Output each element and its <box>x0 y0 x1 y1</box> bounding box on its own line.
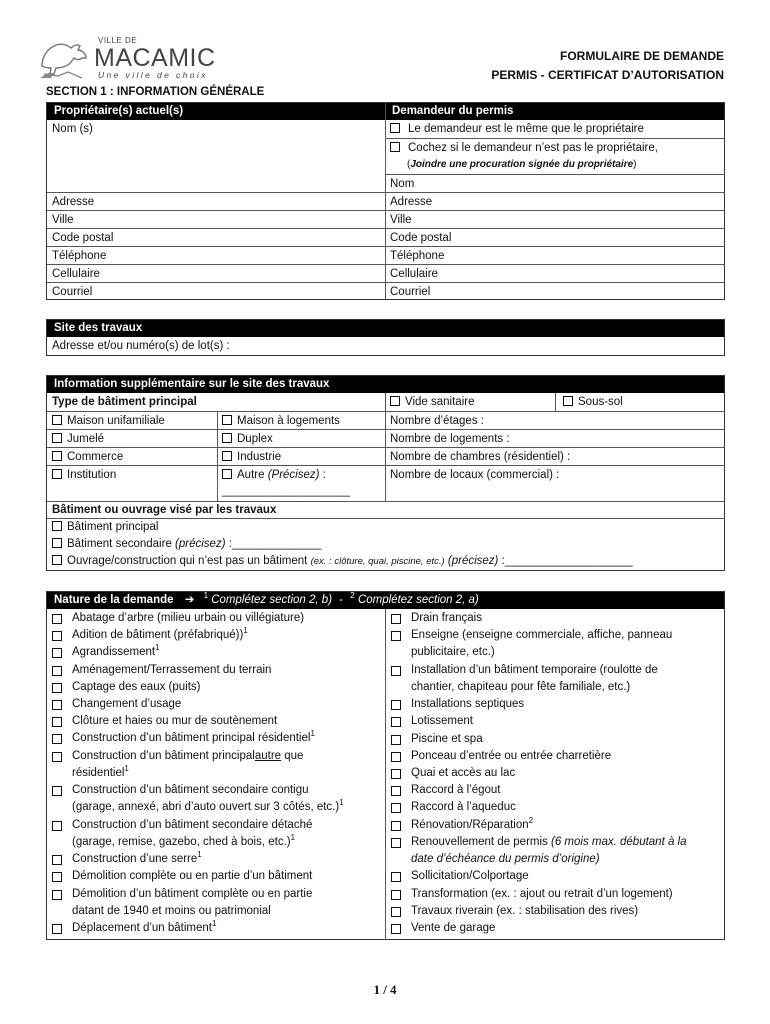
checkbox-icon[interactable] <box>390 123 400 133</box>
nature-left-item-label: Adition de bâtiment (préfabriqué))$^1$ <box>72 626 248 642</box>
nature-right-item[interactable] <box>391 886 723 903</box>
checkbox-icon[interactable] <box>222 451 232 461</box>
site-address-field[interactable]: Adresse et/ou numéro(s) de lot(s) : <box>52 340 230 352</box>
nature-right-item[interactable] <box>391 696 723 713</box>
nature-left-item-label: Clôture et haies ou mur de soutènement <box>72 715 278 728</box>
nature-right-list <box>391 610 723 940</box>
checkbox-icon[interactable] <box>391 907 401 917</box>
checkbox-icon[interactable] <box>52 717 62 727</box>
checkbox-icon[interactable] <box>52 433 62 443</box>
owner-city-field[interactable]: Ville <box>52 214 74 226</box>
nature-right-item-label: Installation d’un bâtiment temporaire (roulotte de <box>411 663 658 676</box>
checkbox-icon[interactable] <box>52 451 62 461</box>
nature-table <box>46 591 725 940</box>
nature-left-item-label-cont: résidentiel$^1$ <box>72 763 129 779</box>
checkbox-icon[interactable] <box>52 538 62 548</box>
nature-right-item[interactable] <box>391 817 723 834</box>
nature-left-item-label-cont: (garage, annexé, abri d’auto ouvert sur 3 côtés, etc.)$^1$ <box>72 798 344 814</box>
bat-principal-option[interactable]: Bâtiment principal <box>47 519 724 536</box>
nature-left-item-label: Construction d’un bâtiment secondaire détaché <box>72 818 313 831</box>
commerce-option[interactable]: Commerce <box>47 448 217 466</box>
checkbox-icon[interactable] <box>390 396 400 406</box>
nature-right-item[interactable] <box>391 627 723 661</box>
checkbox-icon[interactable] <box>222 433 232 443</box>
checkbox-icon[interactable] <box>52 786 62 796</box>
owner-address-field[interactable]: Adresse <box>52 196 95 208</box>
nature-right-item[interactable] <box>391 731 723 748</box>
checkbox-icon[interactable] <box>391 752 401 762</box>
vide-sanitaire-option[interactable]: Vide sanitaire <box>385 393 555 411</box>
nature-left-item-label: Construction d’un bâtiment secondaire contigu <box>72 784 309 797</box>
vise-label: Bâtiment ou ouvrage visé par les travaux <box>52 504 277 516</box>
nature-right-item-label-cont: chantier, chapiteau pour fête familiale, etc.) <box>411 680 631 693</box>
nature-left-item-label: Construction d’une serre$^1$ <box>72 850 202 866</box>
requester-email-field[interactable]: Courriel <box>390 286 431 298</box>
nature-right-item-label: Enseigne (enseigne commerciale, affiche, panneau <box>411 629 673 642</box>
nature-right-item-label: Rénovation/Réparation$^2$ <box>411 815 534 831</box>
nature-right-item-label: Vente de garage <box>411 921 496 934</box>
institution-option[interactable]: Institution <box>47 466 217 484</box>
nature-left-item[interactable] <box>52 851 382 868</box>
nature-right-item-label: Raccord à l’aqueduc <box>411 801 516 814</box>
nature-left-item[interactable] <box>52 627 382 644</box>
moose-logo-icon <box>38 36 98 80</box>
checkbox-icon[interactable] <box>52 614 62 624</box>
owner-name-field[interactable]: Nom (s) <box>52 123 93 135</box>
supp-header: Information supplémentaire sur le site des travaux <box>47 376 724 393</box>
checkbox-icon[interactable] <box>391 838 401 848</box>
nature-left-item-label: Démolition complète ou en partie d’un bâtiment <box>72 870 313 883</box>
requester-header: Demandeur du permis <box>385 103 724 120</box>
nature-left-item[interactable] <box>52 644 382 661</box>
requester-not-owner-option[interactable] <box>385 139 725 157</box>
checkbox-icon[interactable] <box>391 631 401 641</box>
nature-right-item[interactable] <box>391 748 723 765</box>
nature-right-item[interactable] <box>391 782 723 799</box>
checkbox-icon[interactable] <box>52 521 62 531</box>
nature-left-list <box>52 610 382 940</box>
checkbox-icon[interactable] <box>52 890 62 900</box>
nature-left-item-label-cont: (garage, remise, gazebo, ched à bois, etc.)$^1$ <box>72 832 296 848</box>
requester-not-owner-label: Cochez si le demandeur n’est pas le propriétaire, <box>408 142 658 154</box>
nature-right-item-label: Piscine et spa <box>411 732 483 745</box>
owner-postal-field[interactable]: Code postal <box>52 232 114 244</box>
nature-left-item-label: Construction d’un bâtiment principalautre que <box>72 749 304 762</box>
nature-left-item-label: Déplacement d’un bâtiment$^1$ <box>72 919 217 934</box>
checkbox-icon[interactable] <box>391 786 401 796</box>
requester-name-field[interactable]: Nom <box>390 178 415 190</box>
nb-chambres-field[interactable]: Nombre de chambres (résidentiel) : <box>390 451 571 463</box>
nature-right-item[interactable] <box>391 799 723 816</box>
nature-left-item[interactable] <box>52 662 382 679</box>
checkbox-icon[interactable] <box>52 648 62 658</box>
ouvrage-option[interactable]: Ouvrage/construction qui n’est pas un bâtiment (ex. : clôture, quai, piscine, etc.) (précisez) :____________________ <box>47 553 724 570</box>
nature-right-item-label: Drain français <box>411 612 482 624</box>
nature-right-item-label: Raccord à l’égout <box>411 784 501 797</box>
checkbox-icon[interactable] <box>391 769 401 779</box>
procuration-note: (Joindre une procuration signée du propriétaire) <box>407 159 637 170</box>
nature-left-item-label: Agrandissement$^1$ <box>72 643 160 659</box>
autre-precisez-line[interactable]: ____________________ <box>222 485 350 497</box>
checkbox-icon[interactable] <box>52 752 62 762</box>
nature-right-item[interactable] <box>391 610 723 627</box>
arrow-icon: ➔ <box>184 594 195 606</box>
nature-right-item[interactable] <box>391 765 723 782</box>
checkbox-icon[interactable] <box>391 717 401 727</box>
nature-right-item-label: Travaux riverain (ex. : stabilisation des rives) <box>411 904 639 917</box>
nature-left-item[interactable] <box>52 696 382 713</box>
nature-left-item-label: Abatage d’arbre (milieu urbain ou villégiature) <box>72 612 305 624</box>
logo <box>38 36 216 84</box>
nature-right-item-label: Ponceau d’entrée ou entrée charretière <box>411 749 612 762</box>
nature-right-item-label: Installations septiques <box>411 698 525 711</box>
checkbox-icon[interactable] <box>52 555 62 565</box>
supp-info-table <box>46 375 725 571</box>
requester-same-owner-option[interactable] <box>385 120 725 138</box>
owner-cell-field[interactable]: Cellulaire <box>52 268 100 280</box>
checkbox-icon[interactable] <box>391 614 401 624</box>
checkbox-icon[interactable] <box>391 872 401 882</box>
form-title: FORMULAIRE DE DEMANDE <box>560 49 724 63</box>
general-info-table <box>46 102 725 300</box>
nature-right-item-label: Lotissement <box>411 715 474 728</box>
logo-ville-de: VILLE DE <box>98 36 138 45</box>
nature-right-item-label: Quai et accès au lac <box>411 767 516 779</box>
checkbox-icon[interactable] <box>222 415 232 425</box>
nature-right-item-label-cont: date d’échéance du permis d’origine) <box>411 852 600 865</box>
checkbox-icon[interactable] <box>52 872 62 882</box>
checkbox-icon[interactable] <box>52 666 62 676</box>
checkbox-icon[interactable] <box>391 821 401 831</box>
section1-title: SECTION 1 : INFORMATION GÉNÉRALE <box>46 86 265 98</box>
sous-sol-option[interactable]: Sous-sol <box>555 393 725 411</box>
checkbox-icon[interactable] <box>391 700 401 710</box>
duplex-option[interactable]: Duplex <box>217 430 385 448</box>
requester-city-field[interactable]: Ville <box>390 214 412 226</box>
requester-postal-field[interactable]: Code postal <box>390 232 452 244</box>
nature-left-item[interactable] <box>52 868 382 885</box>
nature-left-item[interactable] <box>52 610 382 627</box>
nature-left-item[interactable] <box>52 817 382 851</box>
requester-address-field[interactable]: Adresse <box>390 196 433 208</box>
autre-option[interactable]: Autre (Précisez) : <box>217 466 385 484</box>
nature-left-item[interactable] <box>52 730 382 747</box>
nature-right-item[interactable] <box>391 868 723 885</box>
maison-unifamiliale-option[interactable]: Maison unifamiliale <box>47 412 217 430</box>
checkbox-icon[interactable] <box>391 924 401 934</box>
nature-left-item-label: Construction d’un bâtiment principal résidentiel$^1$ <box>72 729 315 745</box>
nature-left-item-label: Changement d’usage <box>72 698 182 710</box>
nature-right-item-label: Sollicitation/Colportage <box>411 870 529 883</box>
nb-logements-field[interactable]: Nombre de logements : <box>390 433 510 445</box>
bat-secondaire-option[interactable]: Bâtiment secondaire (précisez) :______________ <box>47 536 724 553</box>
nature-left-item-label: Captage des eaux (puits) <box>72 680 201 693</box>
checkbox-icon[interactable] <box>52 631 62 641</box>
nature-left-item[interactable] <box>52 679 382 696</box>
owner-email-field[interactable]: Courriel <box>52 286 93 298</box>
nature-left-item[interactable] <box>52 920 382 937</box>
page-number: 1 / 4 <box>373 982 397 997</box>
nature-left-item-label: Aménagement/Terrassement du terrain <box>72 663 272 676</box>
nature-right-item[interactable] <box>391 920 723 937</box>
checkbox-icon[interactable] <box>52 855 62 865</box>
checkbox-icon[interactable] <box>52 821 62 831</box>
nb-etages-field[interactable]: Nombre d’étages : <box>390 415 484 427</box>
nature-right-item-label-cont: publicitaire, etc.) <box>411 646 495 659</box>
maison-logements-option[interactable]: Maison à logements <box>217 412 385 430</box>
nature-left-item[interactable] <box>52 782 382 816</box>
logo-name: MACAMIC <box>94 44 216 72</box>
checkbox-icon[interactable] <box>391 666 401 676</box>
checkbox-icon[interactable] <box>52 924 62 934</box>
nature-right-item-label: Renouvellement de permis (6 mois max. débutant à la <box>411 835 687 848</box>
checkbox-icon[interactable] <box>52 700 62 710</box>
checkbox-icon[interactable] <box>390 142 400 152</box>
jumele-option[interactable]: Jumelé <box>47 430 217 448</box>
checkbox-icon[interactable] <box>52 734 62 744</box>
checkbox-icon[interactable] <box>391 803 401 813</box>
form-subtitle: PERMIS - CERTIFICAT D’AUTORISATION <box>491 68 724 82</box>
owner-phone-field[interactable]: Téléphone <box>52 250 107 262</box>
requester-cell-field[interactable]: Cellulaire <box>390 268 438 280</box>
requester-phone-field[interactable]: Téléphone <box>390 250 445 262</box>
site-table <box>46 319 725 356</box>
requester-same-owner-label: Le demandeur est le même que le propriétaire <box>408 123 644 135</box>
nature-right-item[interactable] <box>391 662 723 696</box>
nature-left-item[interactable] <box>52 748 382 782</box>
procuration-text: Joindre une procuration signée du propriétaire <box>410 159 634 170</box>
checkbox-icon[interactable] <box>52 683 62 693</box>
logo-tagline: Une ville de choix <box>98 70 208 80</box>
nature-header: Nature de la demande ➔ $^1$ Complétez section 2, b) - $^2$ Complétez section 2, a) <box>47 592 724 609</box>
nature-right-item[interactable] <box>391 713 723 730</box>
owner-header: Propriétaire(s) actuel(s) <box>47 103 385 120</box>
nature-left-item[interactable] <box>52 886 382 920</box>
checkbox-icon[interactable] <box>391 890 401 900</box>
checkbox-icon[interactable] <box>222 469 232 479</box>
checkbox-icon[interactable] <box>52 415 62 425</box>
nature-left-item-label: Démolition d’un bâtiment complète ou en partie <box>72 887 313 900</box>
industrie-option[interactable]: Industrie <box>217 448 385 466</box>
checkbox-icon[interactable] <box>391 735 401 745</box>
nature-right-item[interactable] <box>391 834 723 868</box>
site-header: Site des travaux <box>47 320 724 337</box>
nature-right-item[interactable] <box>391 903 723 920</box>
checkbox-icon[interactable] <box>52 469 62 479</box>
nature-right-item-label: Transformation (ex. : ajout ou retrait d’un logement) <box>411 887 673 900</box>
building-type-label: Type de bâtiment principal <box>52 396 197 408</box>
checkbox-icon[interactable] <box>563 396 573 406</box>
nb-locaux-field[interactable]: Nombre de locaux (commercial) : <box>390 469 560 481</box>
nature-left-item[interactable] <box>52 713 382 730</box>
nature-left-item-label-cont: datant de 1940 et moins ou patrimonial <box>72 904 271 917</box>
